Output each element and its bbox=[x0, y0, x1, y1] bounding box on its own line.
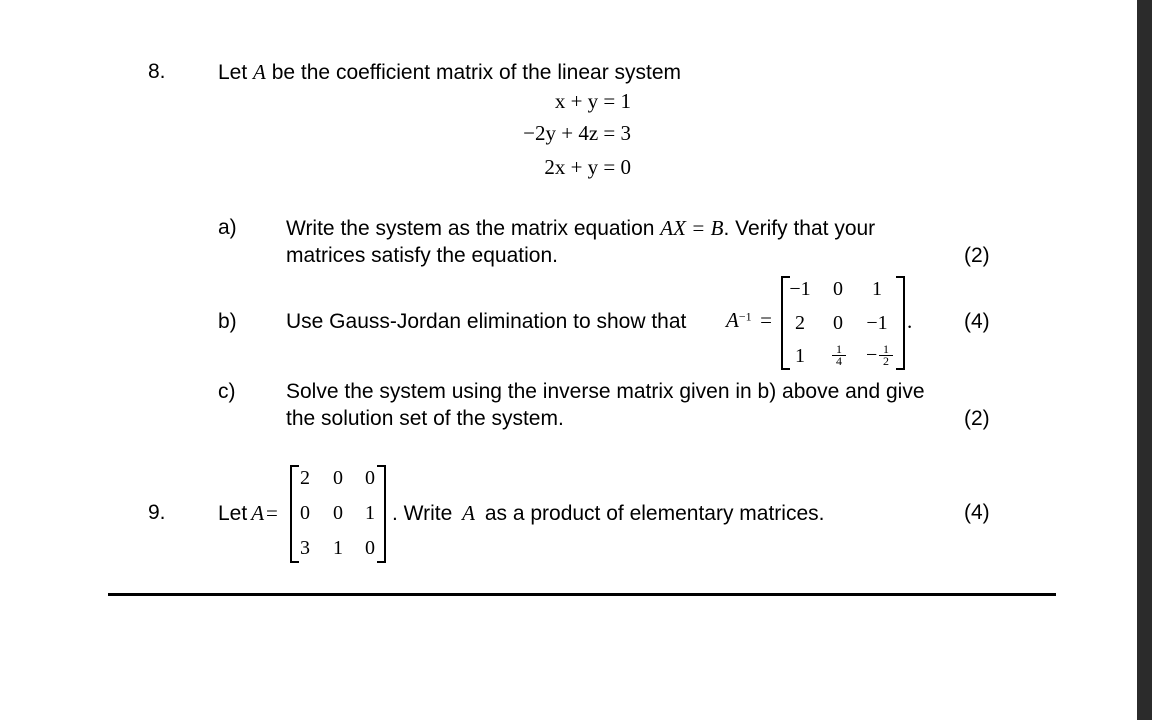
part-a-line-1: Write the system as the matrix equation AX = B. Verify that your bbox=[286, 216, 876, 240]
horizontal-rule bbox=[108, 593, 1056, 596]
part-b-marks: (4) bbox=[964, 310, 990, 333]
part-a-line-2: matrices satisfy the equation. bbox=[286, 244, 558, 267]
q9-matrix-cell: 0 bbox=[333, 467, 343, 489]
question-9-text: . Write A as a product of elementary matrices. bbox=[392, 501, 825, 525]
inverse-matrix-cell: 1 bbox=[795, 345, 805, 367]
part-a-label: a) bbox=[218, 216, 237, 239]
inverse-matrix-cell: 2 bbox=[795, 312, 805, 334]
q9-matrix-cell: 0 bbox=[365, 467, 375, 489]
page-edge bbox=[1137, 0, 1152, 720]
q9-matrix-cell: 0 bbox=[333, 502, 343, 524]
equation-1: x + y = 1 bbox=[554, 89, 631, 113]
part-c-label: c) bbox=[218, 380, 236, 403]
q9-matrix-cell: 0 bbox=[300, 502, 310, 524]
inverse-matrix-cell: 1 bbox=[872, 278, 882, 300]
part-b-period: . bbox=[907, 309, 913, 333]
part-b-text: Use Gauss-Jordan elimination to show that bbox=[286, 310, 687, 333]
inverse-matrix-cell: −1 bbox=[866, 312, 888, 334]
inverse-matrix-cell: −1 bbox=[789, 278, 811, 300]
question-9-marks: (4) bbox=[964, 501, 990, 524]
inverse-matrix-fraction: $\frac{1}{4}$ bbox=[832, 344, 846, 367]
inverse-matrix-cell: 0 bbox=[833, 278, 843, 300]
part-a-marks: (2) bbox=[964, 244, 990, 267]
q9-matrix-cell: 2 bbox=[300, 467, 310, 489]
part-c-marks: (2) bbox=[964, 407, 990, 430]
q9-matrix-cell: 3 bbox=[300, 537, 310, 559]
question-9-let: Let A= bbox=[218, 501, 278, 525]
inverse-symbol: $A^{-1}$ = bbox=[726, 308, 772, 332]
q9-matrix-cell: 0 bbox=[365, 537, 375, 559]
question-8-number: 8. bbox=[148, 60, 166, 83]
part-c-line-1: Solve the system using the inverse matrix given in b) above and give bbox=[286, 380, 925, 403]
equation-3: 2x + y = 0 bbox=[544, 155, 631, 179]
question-8-intro: Let A be the coefficient matrix of the linear system bbox=[218, 60, 682, 84]
part-c-line-2: the solution set of the system. bbox=[286, 407, 564, 430]
q9-matrix-cell: 1 bbox=[365, 502, 375, 524]
question-9-number: 9. bbox=[148, 501, 166, 524]
inverse-matrix-fraction: $\frac{1}{2}$ bbox=[879, 344, 893, 367]
equation-2: −2y + 4z = 3 bbox=[523, 121, 631, 145]
q9-matrix-cell: 1 bbox=[333, 537, 343, 559]
inverse-matrix-cell: 0 bbox=[833, 312, 843, 334]
inverse-matrix-minus: − bbox=[866, 344, 878, 366]
part-b-label: b) bbox=[218, 310, 237, 333]
